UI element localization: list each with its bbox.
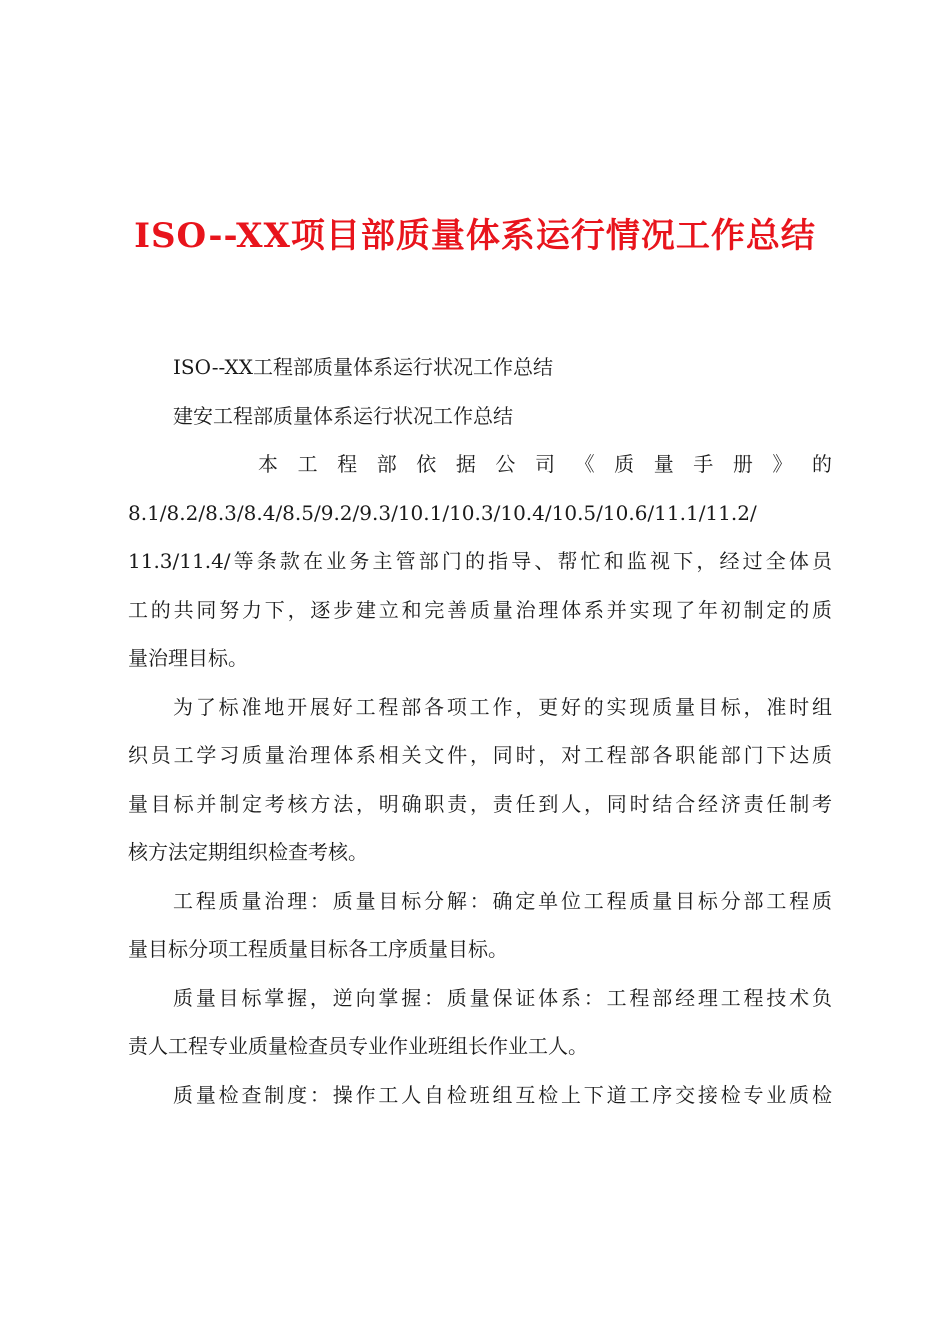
paragraph-1-line-4: 工的共同努力下，逐步建立和完善质量治理体系并实现了年初制定的质	[128, 597, 832, 622]
document-title: ISO--XX项目部质量体系运行情况工作总结	[134, 216, 816, 256]
paragraph-1-line-3: 11.3/11.4/等条款在业务主管部门的指导、帮忙和监视下，经过全体员	[128, 549, 832, 573]
subtitle-line-1: ISO--XX工程部质量体系运行状况工作总结	[173, 355, 554, 379]
paragraph-2-line-1: 为了标准地开展好工程部各项工作，更好的实现质量目标，准时组	[173, 694, 832, 719]
paragraph-3-line-1: 工程质量治理：质量目标分解：确定单位工程质量目标分部工程质	[173, 888, 832, 913]
paragraph-2-line-2: 织员工学习质量治理体系相关文件，同时，对工程部各职能部门下达质	[128, 743, 832, 767]
paragraph-1-line-2: 8.1/8.2/8.3/8.4/8.5/9.2/9.3/10.1/10.3/10.4/10.5/10.6/11.1/11.2/	[128, 500, 757, 525]
paragraph-1-line-5: 量治理目标。	[128, 646, 248, 670]
paragraph-1-line-1: 本工程部依据公司《质量手册》的	[258, 452, 832, 476]
paragraph-3-line-2: 量目标分项工程质量目标各工序质量目标。	[128, 937, 508, 961]
paragraph-4-line-1: 质量目标掌握，逆向掌握：质量保证体系：工程部经理工程技术负	[173, 985, 832, 1010]
paragraph-2-line-4: 核方法定期组织检查考核。	[128, 840, 368, 864]
subtitle-line-2: 建安工程部质量体系运行状况工作总结	[173, 403, 513, 428]
paragraph-5-line-1: 质量检查制度：操作工人自检班组互检上下道工序交接检专业质检	[173, 1082, 832, 1107]
paragraph-2-line-3: 量目标并制定考核方法，明确职责，责任到人，同时结合经济责任制考	[128, 791, 832, 816]
document-body	[128, 343, 832, 1119]
paragraph-4-line-2: 责人工程专业质量检查员专业作业班组长作业工人。	[128, 1034, 588, 1058]
